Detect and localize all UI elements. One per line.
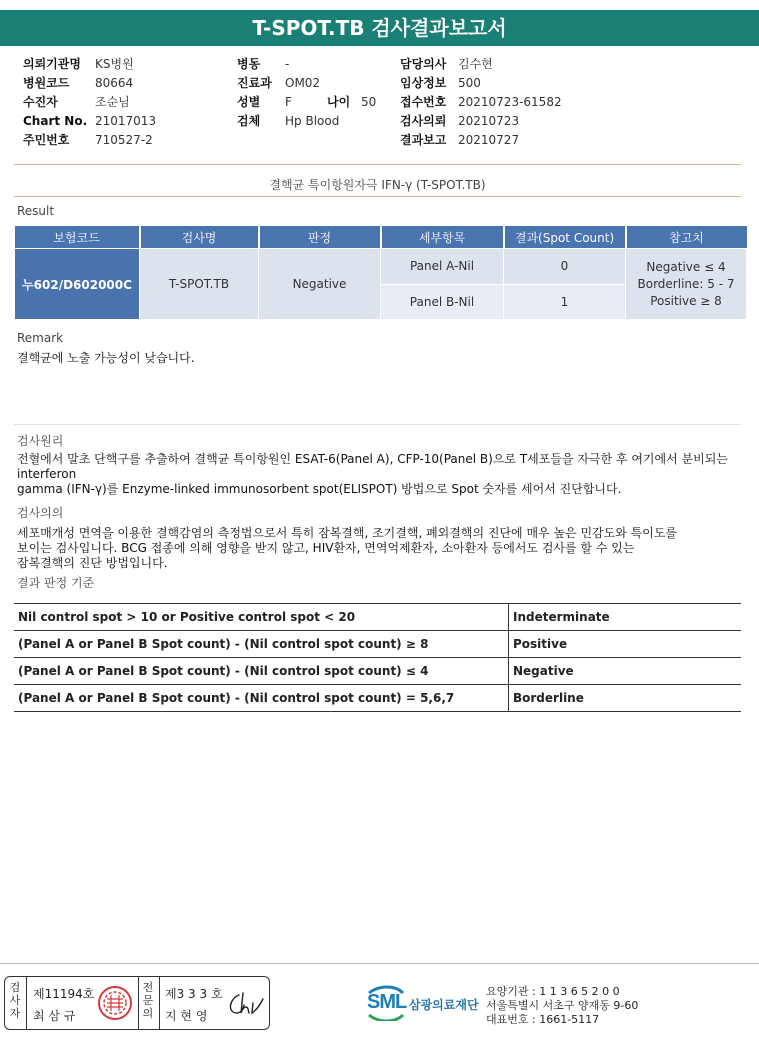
tester-license-no: 제11194호 [33,987,95,1001]
criteria-row [14,658,741,685]
box-divider [138,977,139,1029]
tester-label-char: 자 [9,1007,21,1020]
significance-line: 보이는 검사입니다. BCG 접종에 의해 영향을 받지 않고, HIV환자, 면역억제환자, 소아환자 등에서도 검사를 할 수 있는 [17,541,635,555]
age-value: 50 [361,95,377,109]
info-label: 주민번호 [23,133,70,147]
significance-text [17,526,747,571]
info-value: 500 [458,76,481,90]
info-value: Hp Blood [285,114,340,128]
tester-label-char: 검 [9,981,21,994]
principle-line: 전혈에서 말초 단핵구를 추출하여 결핵균 특이항원인 ESAT-6(Panel A), CFP-10(Panel B)으로 T세포들을 자극한 후 여기에서 분비되는 [17,452,728,466]
address-line: 요양기관 : 1 1 3 6 5 2 0 0 [486,985,620,998]
panel-a-count: 0 [504,249,626,285]
panel-b-name: Panel B-Nil [381,284,504,320]
significance-line: 세포매개성 면역을 이용한 결핵감염의 측정법으로서 특히 잠복결핵, 조기결핵, 폐외결핵의 진단에 매우 높은 민감도와 특이도를 [17,526,678,540]
panel-b-count: 1 [504,284,626,320]
col-header-code: 보험코드 [15,226,140,249]
col-header-reference: 참고치 [626,226,747,249]
address-line: 서울특별시 서초구 양재동 9-60 [486,999,639,1012]
remark-box [14,328,741,425]
criteria-condition: (Panel A or Panel B Spot count) - (Nil control spot count) ≥ 8 [14,631,509,658]
info-label: 담당의사 [400,57,447,71]
info-label: 임상정보 [400,76,447,90]
info-value: KS병원 [95,57,134,71]
info-value: 710527-2 [95,133,153,147]
info-label: 병동 [237,57,261,71]
info-label: 성별 [237,95,261,109]
handwritten-signature-icon [225,989,265,1019]
principle-label: 검사원리 [17,434,64,448]
reference-borderline: Borderline: 5 - 7 [637,276,735,291]
info-label: 병원코드 [23,76,70,90]
test-title: 결핵균 특이항원자극 IFN-γ (T-SPOT.TB) [269,178,486,192]
info-label: 검체 [237,114,261,128]
info-label: 검사의뢰 [400,114,447,128]
org-address [486,985,638,1027]
info-value: 20210723-61582 [458,95,562,109]
col-header-test-name: 검사명 [140,226,259,249]
info-value: - [285,57,290,71]
info-col-2 [237,55,376,131]
panel-a-name: Panel A-Nil [381,249,504,285]
specialist-license-no: 제3 3 3 호 [165,987,223,1001]
specialist-label [141,981,155,1020]
principle-line: interferon [17,467,77,481]
result-label: Result [17,204,55,218]
divider [14,196,741,197]
result-table [14,226,747,320]
info-value: 80664 [95,76,134,90]
info-col-3 [400,55,562,150]
box-divider [159,977,160,1029]
reference-positive: Positive ≥ 8 [650,293,722,308]
info-label: 수진자 [23,95,58,109]
info-value: 20210723 [458,114,520,128]
criteria-result: Negative [509,658,742,685]
info-label: 결과보고 [400,133,447,147]
test-name: T-SPOT.TB [140,249,259,320]
remark-label: Remark [17,331,64,345]
criteria-condition: (Panel A or Panel B Spot count) - (Nil control spot count) ≤ 4 [14,658,509,685]
criteria-result: Borderline [509,685,742,712]
report-title: T-SPOT.TB 검사결과보고서 [0,10,759,46]
criteria-table [14,603,741,712]
reference-values [626,249,747,320]
significance-line: 잠복결핵의 진단 방법입니다. [17,556,168,570]
tester-name: 최 삼 규 [33,1009,76,1023]
signature-box [4,976,270,1030]
col-header-detail: 세부항목 [381,226,504,249]
col-header-spot-count: 결과(Spot Count) [504,226,626,249]
info-label: Chart No. [23,114,88,128]
info-value: OM02 [285,76,321,90]
tester-label [8,981,22,1020]
org-name: 삼광의료재단 [409,998,479,1012]
tester-label-char: 사 [9,994,21,1007]
info-value: 조순님 [95,95,130,109]
info-label: 진료과 [237,76,272,90]
footer-divider [0,963,759,964]
criteria-result: Positive [509,631,742,658]
criteria-label: 결과 판정 기준 [17,576,95,590]
info-label: 의뢰기관명 [23,57,81,71]
criteria-condition: Nil control spot > 10 or Positive control spot < 20 [14,604,509,631]
insurance-code: 누602/D602000C [15,249,140,320]
info-value: 21017013 [95,114,157,128]
criteria-result: Indeterminate [509,604,742,631]
col-header-judgement: 판정 [259,226,381,249]
criteria-row [14,685,741,712]
criteria-condition: (Panel A or Panel B Spot count) - (Nil control spot count) = 5,6,7 [14,685,509,712]
reference-negative: Negative ≤ 4 [646,259,726,274]
principle-line: gamma (IFN-γ)를 Enzyme-linked immunosorbent spot(ELISPOT) 방법으로 Spot 숫자를 세어서 진단합니다. [17,482,622,496]
criteria-row [14,631,741,658]
info-value: F [285,95,292,109]
logo-text: SML [367,991,407,1013]
info-col-1 [23,55,156,150]
specialist-label-char: 의 [142,1007,154,1020]
address-line: 대표번호 : 1661-5117 [486,1013,600,1026]
significance-label: 검사의의 [17,506,64,520]
specialist-label-char: 문 [142,994,154,1007]
age-label: 나이 [327,95,351,109]
criteria-row [14,604,741,631]
divider [14,164,741,165]
seal-stamp-icon [97,985,133,1021]
specialist-name: 지 현 영 [165,1009,208,1023]
remark-text: 결핵균에 노출 가능성이 낮습니다. [17,351,195,365]
specialist-label-char: 전 [142,981,154,994]
info-value: 20210727 [458,133,520,147]
info-label: 접수번호 [400,95,447,109]
box-divider [26,977,27,1029]
judgement: Negative [259,249,381,320]
info-value: 김수현 [458,57,493,71]
principle-text [17,452,747,497]
